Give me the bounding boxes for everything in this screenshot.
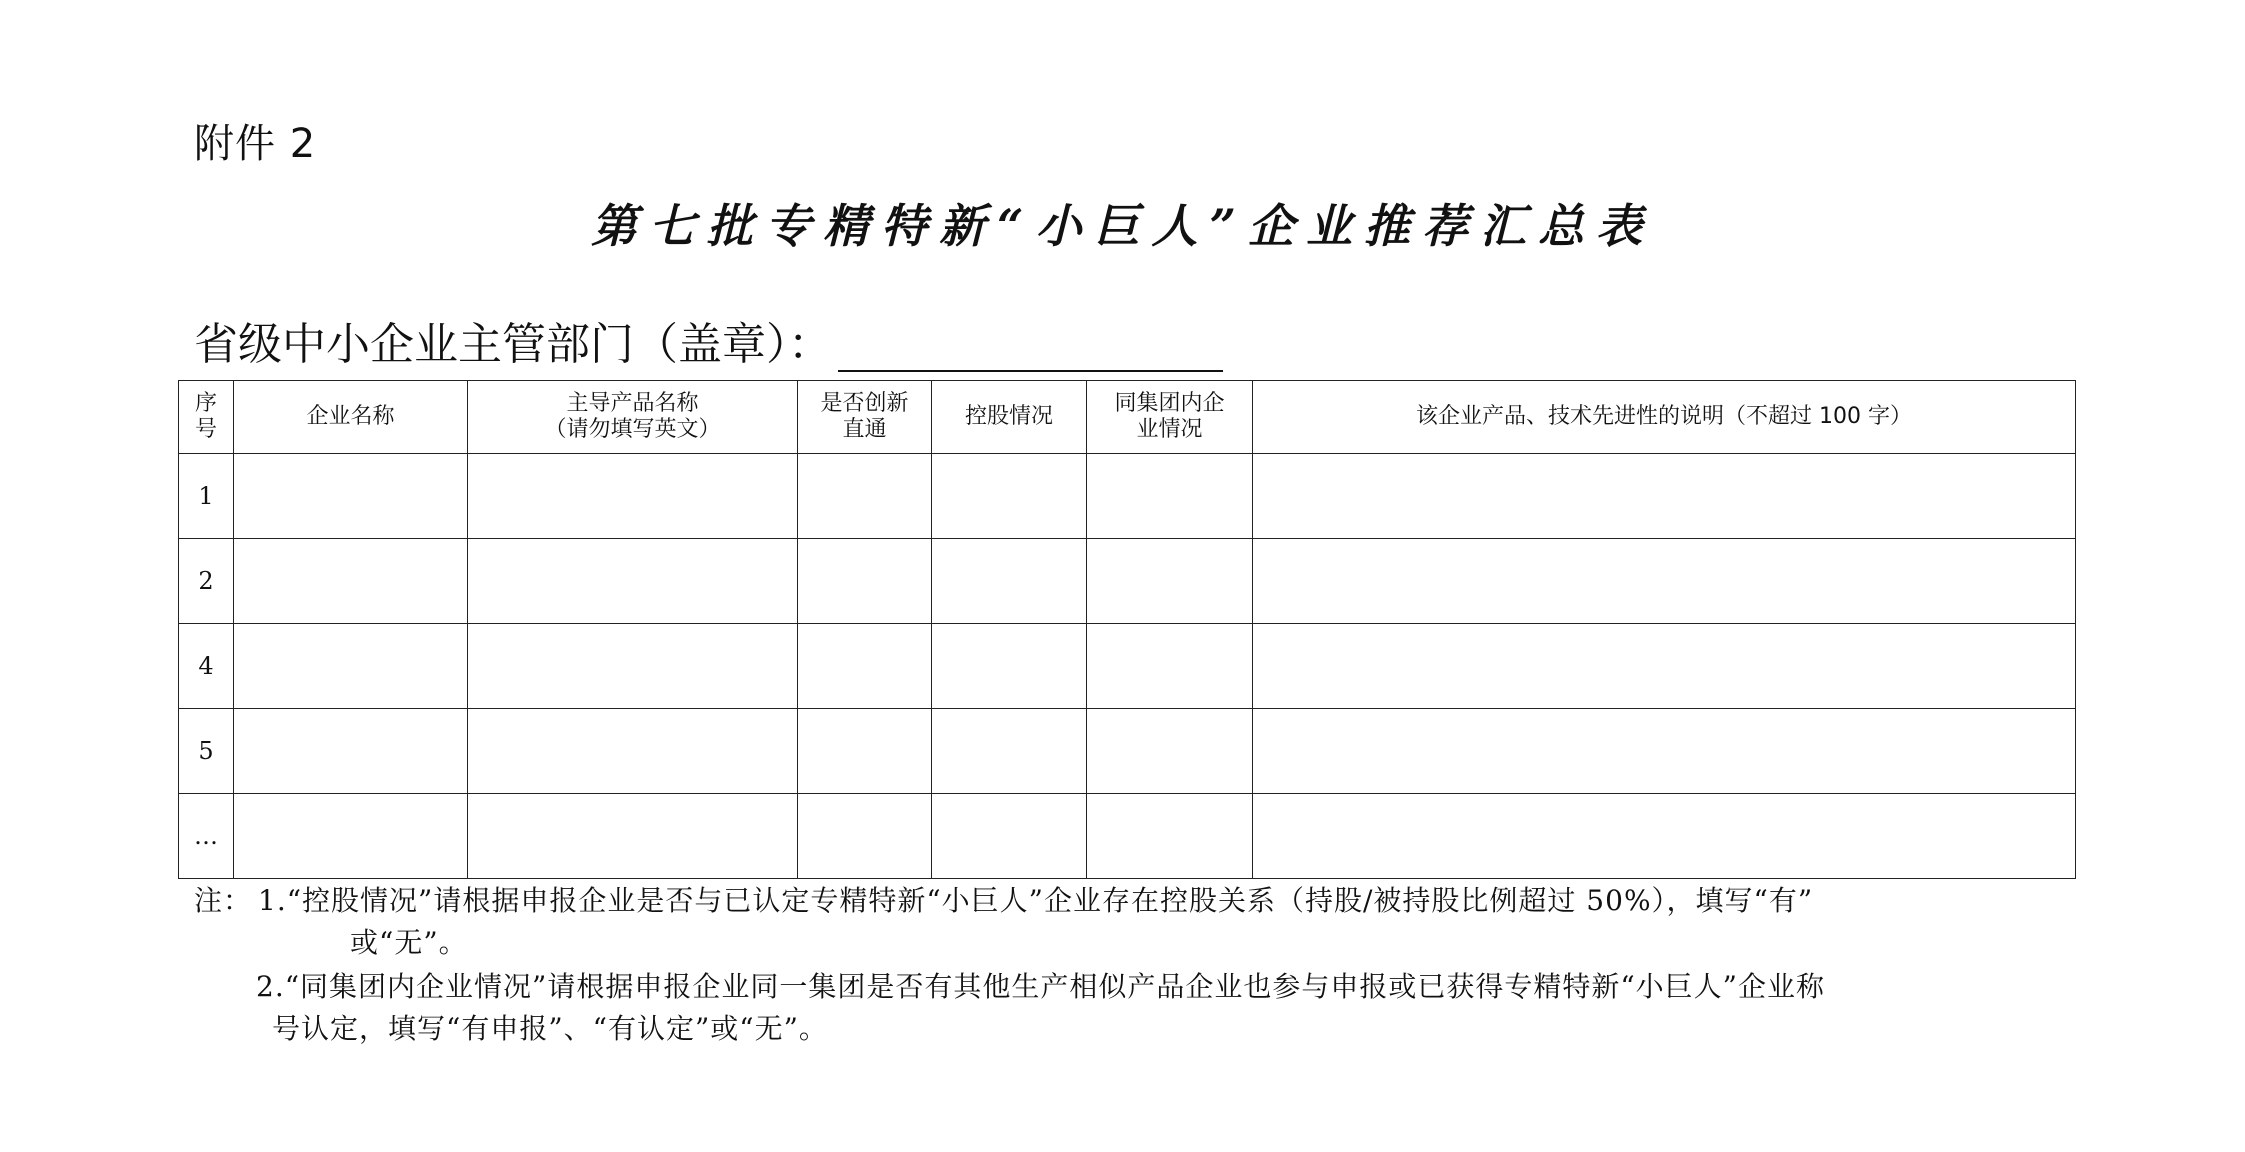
- cell-company-name[interactable]: [234, 539, 468, 624]
- cell-holding-status[interactable]: [932, 624, 1087, 709]
- table-row: [179, 709, 2076, 794]
- cell-company-name[interactable]: [234, 709, 468, 794]
- header-seq: 序 号: [179, 381, 234, 454]
- cell-group-status[interactable]: [1087, 794, 1253, 879]
- cell-innovation-direct[interactable]: [798, 624, 932, 709]
- department-stamp-line: [194, 308, 1223, 372]
- cell-innovation-direct[interactable]: [798, 709, 932, 794]
- cell-main-product[interactable]: [468, 454, 798, 539]
- table-row: [179, 539, 2076, 624]
- cell-group-status[interactable]: [1087, 454, 1253, 539]
- header-main-product: 主导产品名称 （请勿填写英文）: [468, 381, 798, 454]
- table-row: [179, 454, 2076, 539]
- note-1: [194, 880, 2048, 964]
- cell-advancement-description[interactable]: [1253, 539, 2076, 624]
- note-2: [194, 966, 2048, 1050]
- attachment-label: 附件 2: [194, 121, 317, 167]
- cell-main-product[interactable]: [468, 624, 798, 709]
- note-1-line-1: 1.“控股情况”请根据申报企业是否与已认定专精特新“小巨人”企业存在控股关系（持股/被持股比例超过 50%），填写“有”: [258, 884, 1814, 917]
- row-number: …: [179, 794, 234, 879]
- document-title: 第七批专精特新“小巨人”企业推荐汇总表: [591, 199, 1654, 253]
- cell-company-name[interactable]: [234, 794, 468, 879]
- cell-group-status[interactable]: [1087, 709, 1253, 794]
- cell-advancement-description[interactable]: [1253, 624, 2076, 709]
- row-number: 4: [179, 624, 234, 709]
- department-label: 省级中小企业主管部门（盖章）：: [194, 319, 832, 370]
- notes-section: [194, 880, 2048, 1050]
- cell-group-status[interactable]: [1087, 624, 1253, 709]
- cell-holding-status[interactable]: [932, 794, 1087, 879]
- cell-advancement-description[interactable]: [1253, 454, 2076, 539]
- notes-label: 注：: [194, 884, 253, 917]
- table-header-row: [179, 381, 2076, 454]
- cell-company-name[interactable]: [234, 454, 468, 539]
- table-row: [179, 624, 2076, 709]
- header-advancement-description: 该企业产品、技术先进性的说明（不超过 100 字）: [1253, 381, 2076, 454]
- cell-group-status[interactable]: [1087, 539, 1253, 624]
- row-number: 5: [179, 709, 234, 794]
- cell-innovation-direct[interactable]: [798, 794, 932, 879]
- header-group-status: 同集团内企 业情况: [1087, 381, 1253, 454]
- cell-main-product[interactable]: [468, 794, 798, 879]
- cell-advancement-description[interactable]: [1253, 709, 2076, 794]
- cell-holding-status[interactable]: [932, 539, 1087, 624]
- cell-company-name[interactable]: [234, 624, 468, 709]
- cell-main-product[interactable]: [468, 539, 798, 624]
- cell-innovation-direct[interactable]: [798, 539, 932, 624]
- cell-holding-status[interactable]: [932, 454, 1087, 539]
- note-2-line-2: 号认定，填写“有申报”、“有认定”或“无”。: [272, 1012, 828, 1045]
- note-1-line-2: 或“无”。: [350, 926, 468, 959]
- cell-holding-status[interactable]: [932, 709, 1087, 794]
- cell-main-product[interactable]: [468, 709, 798, 794]
- table-row: [179, 794, 2076, 879]
- cell-advancement-description[interactable]: [1253, 794, 2076, 879]
- note-2-line-1: 2.“同集团内企业情况”请根据申报企业同一集团是否有其他生产相似产品企业也参与申报或已获得专精特新“小巨人”企业称: [256, 970, 1825, 1003]
- recommendation-table: [178, 380, 2076, 879]
- row-number: 2: [179, 539, 234, 624]
- header-innovation-direct: 是否创新 直通: [798, 381, 932, 454]
- department-blank[interactable]: [838, 330, 1223, 372]
- row-number: 1: [179, 454, 234, 539]
- header-company-name: 企业名称: [234, 381, 468, 454]
- header-holding-status: 控股情况: [932, 381, 1087, 454]
- cell-innovation-direct[interactable]: [798, 454, 932, 539]
